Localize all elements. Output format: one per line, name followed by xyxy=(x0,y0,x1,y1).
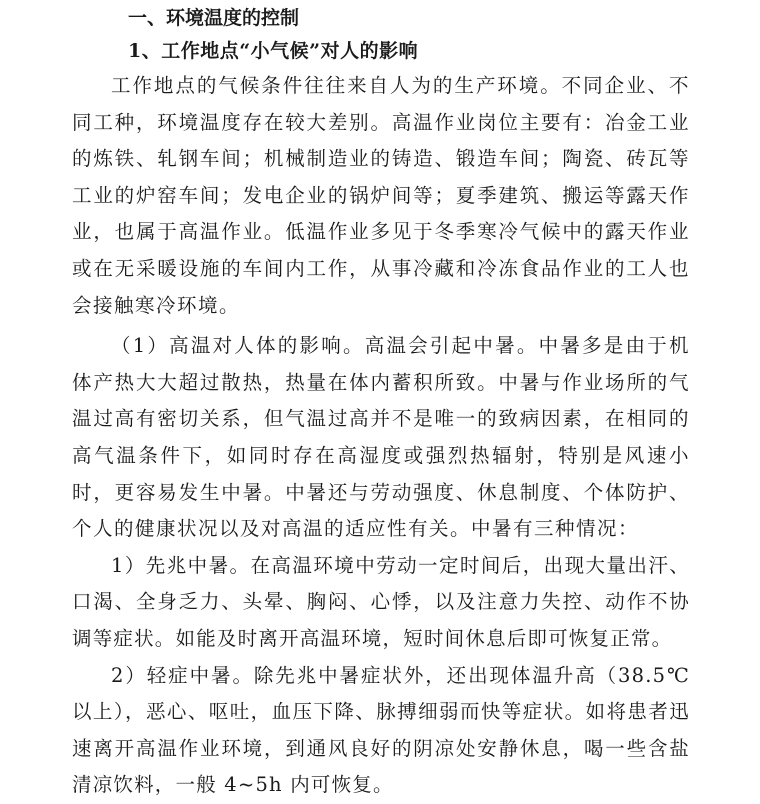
paragraph-workplace-climate: 工作地点的气候条件往往来自人为的生产环境。不同企业、不同工种，环境温度存在较大差别。高温作业岗位主要有：冶金工业的炼铁、轧钢车间；机械制造业的铸造、锻造车间；陶瓷、砖瓦等工业的炉窑车间；发电企业的锅炉间等；夏季建筑、搬运等露天作业，也属于高温作业。低温作业多见于冬季寒冷气候中的露天作业或在无采暖设施的车间内工作，从事冷藏和冷冻食品作业的工人也会接触寒冷环境。 xyxy=(72,74,690,317)
section-heading: 一、环境温度的控制 xyxy=(128,7,300,29)
paragraph-high-temperature-effects: （1）高温对人体的影响。高温会引起中暑。中暑多是由于机体产热大大超过散热，热量在体内蓄积所致。中暑与作业场所的气温过高有密切关系，但气温过高并不是唯一的致病因素，在相同的高气温条件下，如同时存在高湿度或强烈热辐射，特别是风速小时，更容易发生中暑。中暑还与劳动强度、休息制度、个体防护、个人的健康状况以及对高温的适应性有关。中暑有三种情况： xyxy=(72,334,690,541)
subsection-heading: 1、工作地点“小气候”对人的影响 xyxy=(128,40,419,62)
paragraph-mild-heatstroke: 2）轻症中暑。除先兆中暑症状外，还出现体温升高（38.5℃以上），恶心、呕吐，血压下降、脉搏细弱而快等症状。如将患者迅速离开高温作业环境，到通风良好的阴凉处安静休息，喝一些含盐清凉饮料，一般 4~5h 内可恢复。 xyxy=(72,663,690,797)
paragraph-precursor-heatstroke: 1）先兆中暑。在高温环境中劳动一定时间后，出现大量出汗、口渴、全身乏力、头晕、胸闷、心悸，以及注意力失控、动作不协调等症状。如能及时离开高温环境，短时间休息后即可恢复正常。 xyxy=(72,553,690,650)
